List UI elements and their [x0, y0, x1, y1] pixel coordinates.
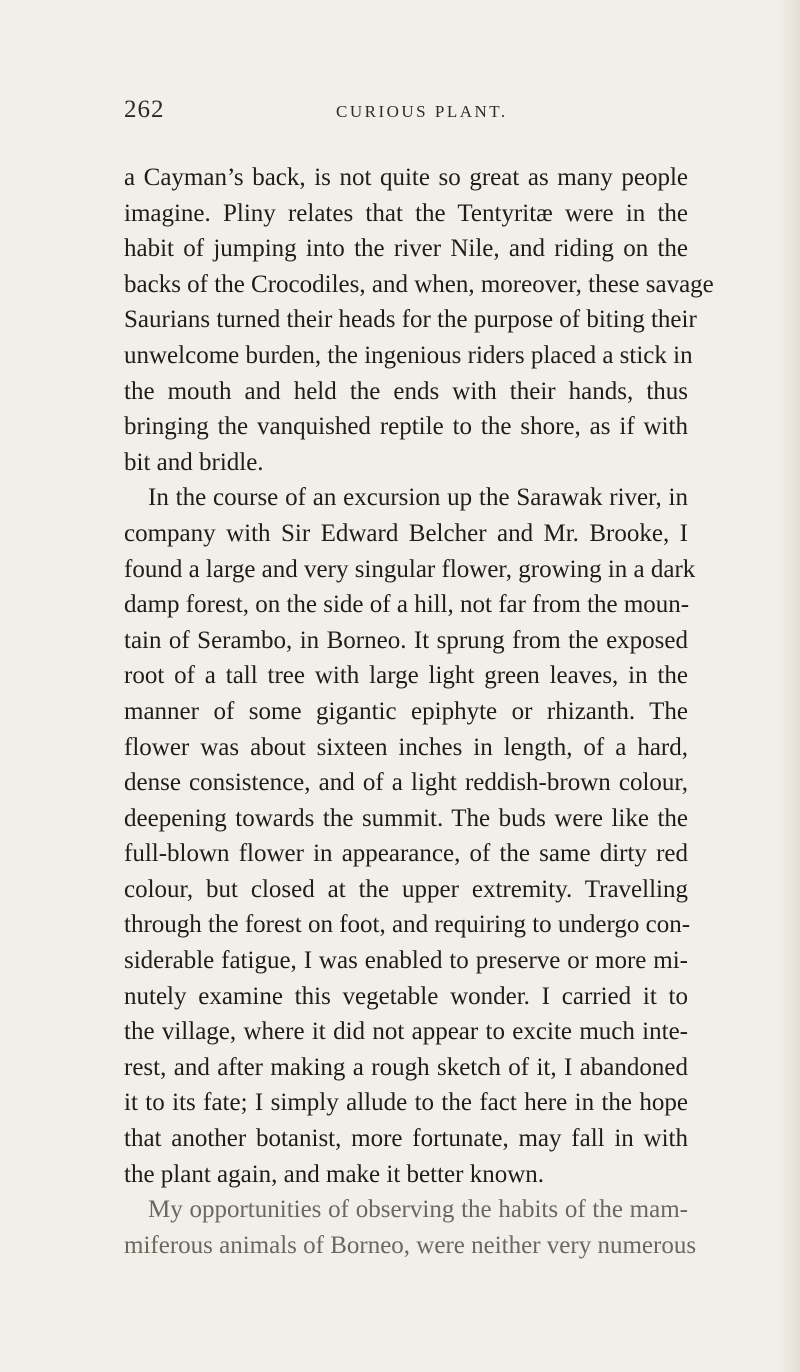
text-line: habit of jumping into the river Nile, and riding on the [124, 235, 688, 263]
text-line: unwelcome burden, the ingenious riders placed a stick in [124, 341, 693, 369]
text-line: nutely examine this vegetable wonder. I carried it to [124, 982, 688, 1010]
text-line: bringing the vanquished reptile to the shore, as if with [124, 413, 688, 441]
body-text [124, 160, 714, 1263]
text-line: manner of some gigantic epiphyte or rhizanth. The [124, 697, 688, 725]
text-line: the village, where it did not appear to excite much inte- [124, 1018, 688, 1046]
text-line: Saurians turned their heads for the purpose of biting their [124, 306, 697, 334]
text-line: through the forest on foot, and requiring to undergo con- [124, 911, 691, 939]
text-line: a Cayman’s back, is not quite so great as many people [124, 164, 688, 191]
text-line: it to its fate; I simply allude to the fact here in the hope [124, 1089, 688, 1117]
running-head [124, 96, 688, 126]
text-line: root of a tall tree with large light green leaves, in the [124, 662, 688, 690]
text-line: rest, and after making a rough sketch of it, I abandoned [124, 1053, 688, 1081]
text-line: that another botanist, more fortunate, may fall in with [124, 1125, 688, 1153]
text-line: damp forest, on the side of a hill, not far from the moun- [124, 591, 690, 619]
text-line: siderable fatigue, I was enabled to preserve or more mi- [124, 947, 688, 975]
text-line: the mouth and held the ends with their hands, thus [124, 377, 688, 405]
paragraph-end-line: bit and bridle. [124, 448, 264, 476]
text-line: backs of the Crocodiles, and when, moreover, these savage [124, 270, 714, 298]
text-line: found a large and very singular flower, growing in a dark [124, 555, 696, 583]
text-line: colour, but closed at the upper extremity. Travelling [124, 875, 688, 903]
paragraph-start-line: My opportunities of observing the habits of the mam- [148, 1196, 688, 1224]
text-line: tain of Serambo, in Borneo. It sprung from the exposed [124, 626, 688, 654]
paragraph-end-line: the plant again, and make it better known. [124, 1160, 545, 1188]
text-line: flower was about sixteen inches in length, of a hard, [124, 733, 688, 761]
text-line: company with Sir Edward Belcher and Mr. Brooke, I [124, 519, 688, 547]
running-title: CURIOUS PLANT. [336, 102, 508, 121]
text-line: dense consistence, and of a light reddish-brown colour, [124, 769, 688, 797]
paragraph-start-line: In the course of an excursion up the Sarawak river, in [148, 484, 688, 512]
text-line: deepening towards the summit. The buds were like the [124, 804, 688, 832]
page-edge-shading [778, 0, 800, 1372]
text-line: full-blown flower in appearance, of the same dirty red [124, 840, 688, 868]
text-line: miferous animals of Borneo, were neither very numerous [124, 1231, 697, 1259]
text-line: imagine. Pliny relates that the Tentyritæ were in the [124, 199, 688, 227]
page-number: 262 [124, 96, 165, 123]
